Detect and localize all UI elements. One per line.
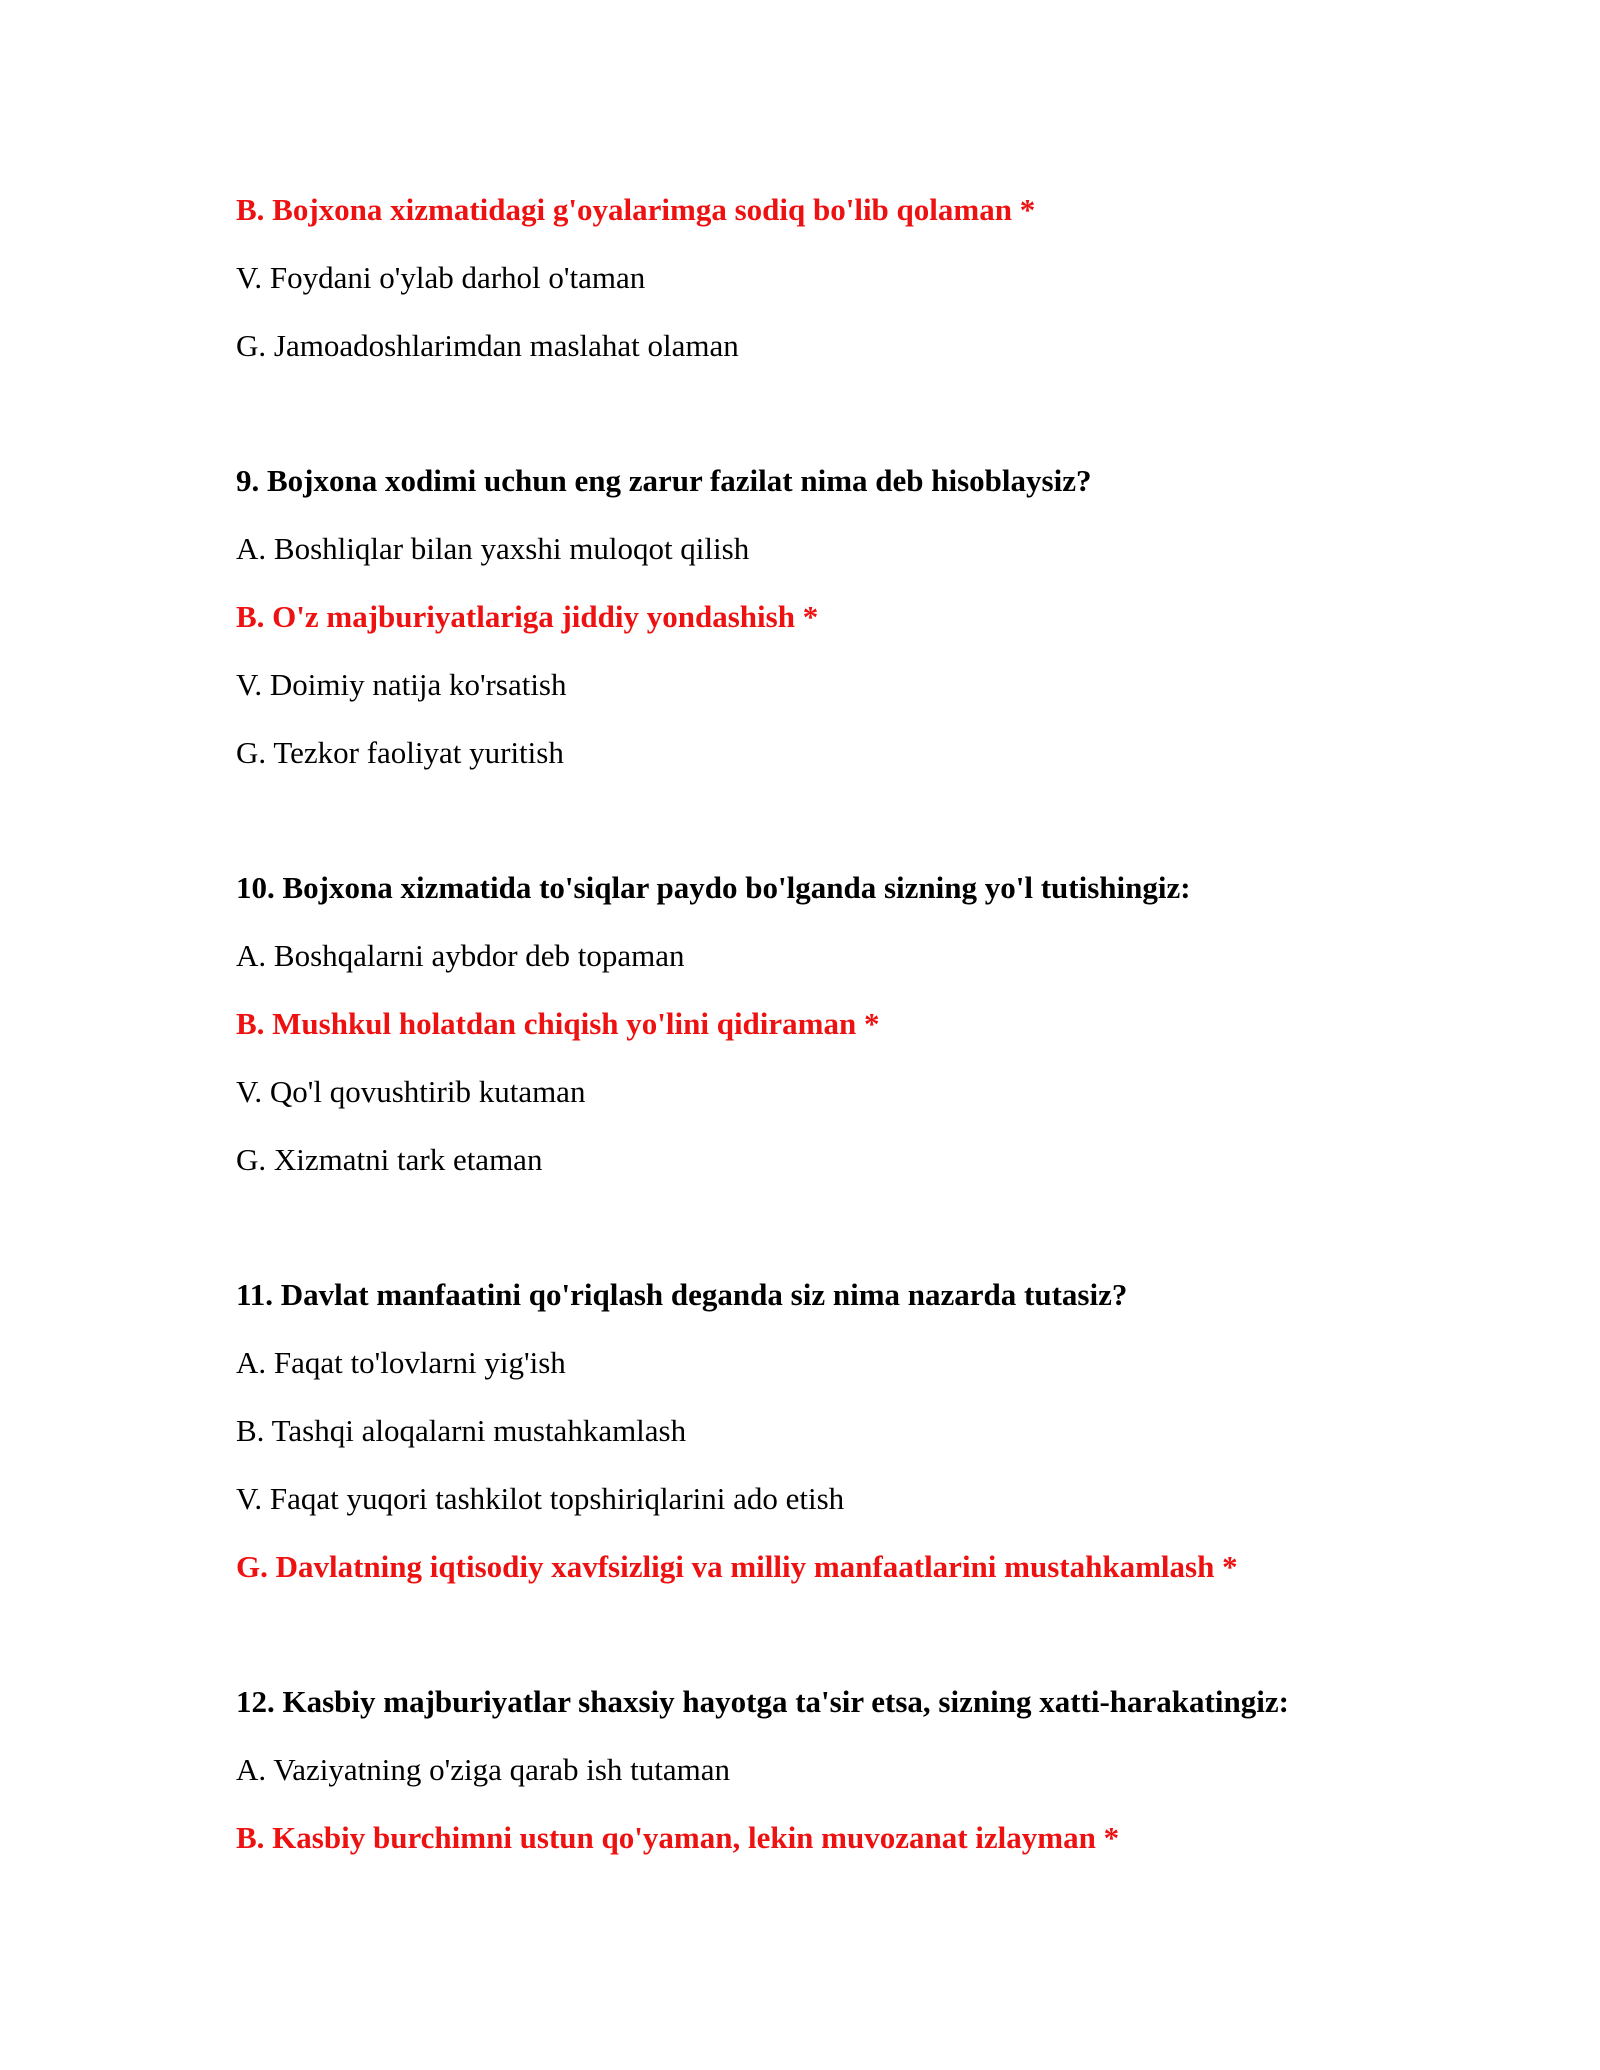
section-gap xyxy=(236,1194,1476,1261)
answer-option: A. Boshqalarni aybdor deb topaman xyxy=(236,938,685,973)
question-text: 9. Bojxona xodimi uchun eng zarur fazilat nima deb hisoblaysiz? xyxy=(236,463,1092,498)
quiz-content xyxy=(236,176,1476,1872)
answer-option: B. Tashqi aloqalarni mustahkamlash xyxy=(236,1413,687,1448)
answer-option: V. Doimiy natija ko'rsatish xyxy=(236,667,567,702)
answer-option: V. Qo'l qovushtirib kutaman xyxy=(236,1074,586,1109)
correct-answer-option: B. Bojxona xizmatidagi g'oyalarimga sodiq bo'lib qolaman * xyxy=(236,192,1036,227)
answer-option: A. Vaziyatning o'ziga qarab ish tutaman xyxy=(236,1752,730,1787)
question-text: 10. Bojxona xizmatida to'siqlar paydo bo'lganda sizning yo'l tutishingiz: xyxy=(236,870,1191,905)
answer-option: G. Xizmatni tark etaman xyxy=(236,1142,543,1177)
answer-option: A. Boshliqlar bilan yaxshi muloqot qilish xyxy=(236,531,750,566)
question-text: 11. Davlat manfaatini qo'riqlash deganda siz nima nazarda tutasiz? xyxy=(236,1277,1128,1312)
correct-answer-option: G. Davlatning iqtisodiy xavfsizligi va milliy manfaatlarini mustahkamlash * xyxy=(236,1549,1238,1584)
answer-option: V. Faqat yuqori tashkilot topshiriqlarini ado etish xyxy=(236,1481,845,1516)
answer-option: A. Faqat to'lovlarni yig'ish xyxy=(236,1345,566,1380)
section-gap xyxy=(236,787,1476,854)
section-gap xyxy=(236,1601,1476,1668)
answer-option: G. Jamoadoshlarimdan maslahat olaman xyxy=(236,328,739,363)
correct-answer-option: B. O'z majburiyatlariga jiddiy yondashish * xyxy=(236,599,819,634)
question-text: 12. Kasbiy majburiyatlar shaxsiy hayotga ta'sir etsa, sizning xatti-harakatingiz: xyxy=(236,1684,1289,1719)
section-gap xyxy=(236,380,1476,447)
answer-option: G. Tezkor faoliyat yuritish xyxy=(236,735,564,770)
answer-option: V. Foydani o'ylab darhol o'taman xyxy=(236,260,646,295)
correct-answer-option: B. Kasbiy burchimni ustun qo'yaman, lekin muvozanat izlayman * xyxy=(236,1820,1120,1855)
correct-answer-option: B. Mushkul holatdan chiqish yo'lini qidiraman * xyxy=(236,1006,880,1041)
